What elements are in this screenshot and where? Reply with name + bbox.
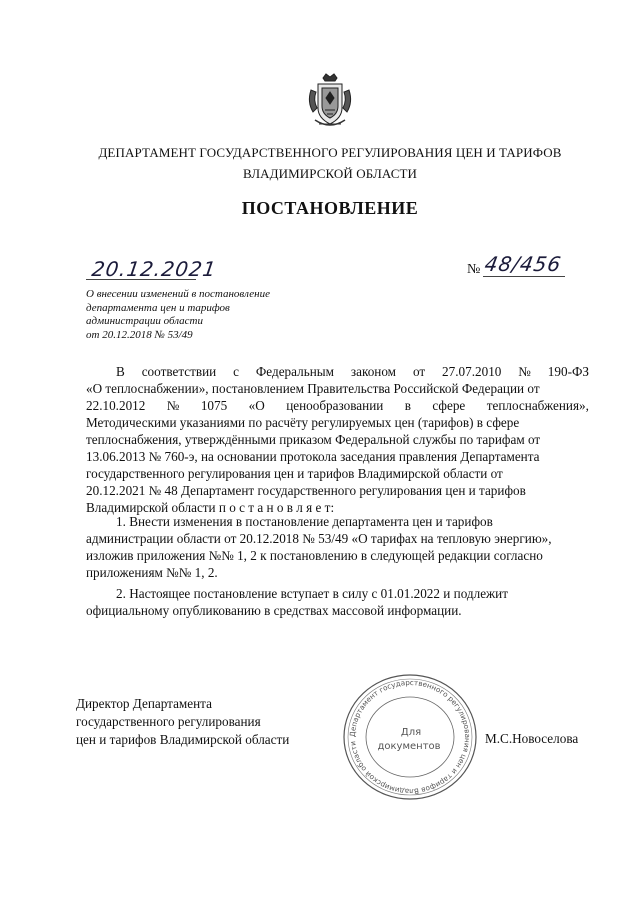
number-underline	[483, 276, 565, 277]
preamble-line-8: 20.12.2021 № 48 Департамент государственного регулирования цен и тарифов	[86, 483, 526, 498]
position-line: цен и тарифов Владимирской области	[76, 732, 290, 747]
word: «О	[248, 398, 265, 413]
document-number: 48/456	[482, 252, 564, 276]
subject-line: от 20.12.2018 № 53/49	[86, 328, 193, 341]
word: В	[116, 364, 125, 379]
word: 1075	[200, 398, 228, 413]
item2-line-2: официальному опубликованию в средствах массовой информации.	[86, 603, 462, 618]
stamp-center-line1: Для	[400, 727, 422, 738]
item2-line-1: 2. Настоящее постановление вступает в силу с 01.01.2022 и подлежит	[116, 586, 508, 601]
position-line: Директор Департамента	[76, 696, 212, 711]
document-subject	[86, 288, 316, 342]
word: 190-ФЗ	[547, 364, 589, 379]
word: в	[404, 398, 411, 413]
preamble-paragraph	[86, 363, 589, 516]
item1-line-4: приложениям №№ 1, 2.	[86, 565, 218, 580]
preamble-line-7: государственного регулирования цен и тарифов Владимирской области от	[86, 466, 503, 481]
signatory-position	[76, 695, 289, 749]
department-name-line1: ДЕПАРТАМЕНТ ГОСУДАРСТВЕННОГО РЕГУЛИРОВАНИЯ ЦЕН И ТАРИФОВ	[98, 145, 562, 160]
word: соответствии	[141, 364, 217, 379]
department-name-line2: ВЛАДИМИРСКОЙ ОБЛАСТИ	[242, 166, 418, 181]
resolution-item-2	[86, 585, 589, 619]
word: №	[166, 398, 180, 413]
word: законом	[350, 364, 397, 379]
coat-of-arms-emblem	[305, 72, 355, 132]
document-date: 20.12.2021	[90, 257, 219, 281]
item1-line-3: изложив приложения №№ 1, 2 к постановлению в следующей редакции согласно	[86, 548, 543, 563]
word: с	[233, 364, 239, 379]
resolution-item-1	[86, 513, 589, 581]
preamble-line-6: 13.06.2013 № 760-э, на основании протокола заседания правления Департамента	[86, 449, 540, 464]
number-label: №	[467, 262, 481, 277]
word: сфере	[432, 398, 466, 413]
item1-line-2: администрации области от 20.12.2018 № 53/49 «О тарифах на тепловую энергию»,	[86, 531, 552, 546]
word: №	[518, 364, 531, 379]
preamble-line-5: теплоснабжения, утверждёнными приказом Федеральной службы по тарифам от	[86, 432, 541, 447]
subject-line: департамента цен и тарифов	[86, 301, 230, 314]
document-title: ПОСТАНОВЛЕНИЕ	[241, 198, 419, 218]
subject-line: О внесении изменений в постановление	[86, 288, 270, 300]
word: Федеральным	[255, 364, 334, 379]
preamble-line-4: Методическими указаниями по расчёту регулируемых цен (тарифов) в сфере	[86, 415, 520, 430]
word: 22.10.2012	[86, 398, 146, 413]
word: ценообразовании	[286, 398, 384, 413]
position-line: государственного регулирования	[76, 714, 261, 729]
date-underline	[86, 279, 196, 280]
preamble-line-1	[86, 363, 589, 380]
official-stamp	[340, 672, 480, 802]
preamble-line-9: Владимирской области п о с т а н о в л я е т:	[86, 500, 335, 515]
subject-line: администрации области	[86, 315, 203, 327]
word: теплоснабжения»,	[486, 398, 589, 413]
preamble-line-2: «О теплоснабжении», постановлением Правительства Российской Федерации от	[86, 381, 540, 396]
signatory-name: М.С.Новоселова	[485, 731, 579, 746]
stamp-ring-text: Департамент государственного регулирования цен и тарифов Владимирской области	[347, 677, 473, 797]
word: от	[412, 364, 426, 379]
preamble-line-3	[86, 397, 589, 414]
word: 27.07.2010	[442, 364, 502, 379]
item1-line-1: 1. Внести изменения в постановление департамента цен и тарифов	[116, 514, 493, 529]
stamp-center-line2: документов	[377, 741, 441, 752]
